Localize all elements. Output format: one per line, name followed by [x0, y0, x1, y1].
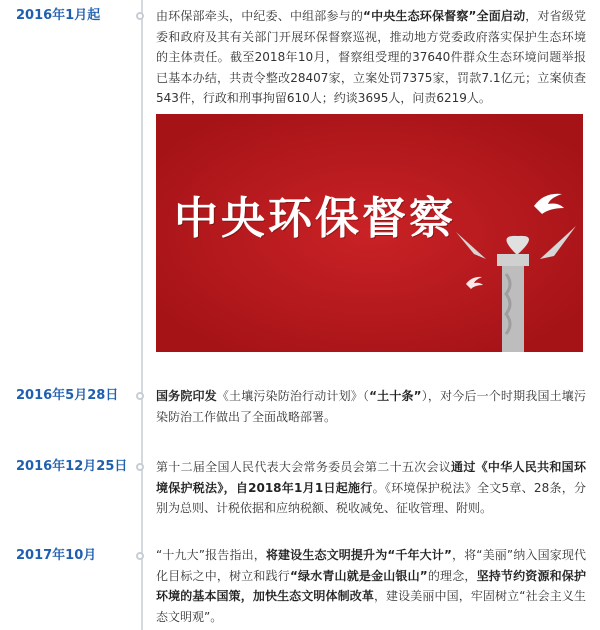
timeline-text: [156, 386, 586, 427]
body-text: ，将“美丽”纳入国家现代化目标之中，树立和践行: [156, 548, 587, 583]
body-text: 由环保部牵头，中纪委、中组部参与的: [156, 9, 364, 23]
timeline-dot: [136, 552, 144, 560]
emphasis-text: “中央生态环保督察”全面启动: [363, 9, 526, 23]
timeline-date: 2016年5月28日: [16, 388, 119, 403]
emphasis-text: 坚持节约资源和保护环境的基本国策，加快生态文明体制改革: [156, 568, 586, 603]
emphasis-text: “土十条”: [369, 389, 422, 403]
emphasis-text: 国务院印发: [156, 389, 217, 403]
timeline-dot: [136, 463, 144, 471]
body-text: “十九大”报告指出，: [156, 548, 266, 562]
timeline-date: 2017年10月: [16, 548, 97, 563]
body-text: ，建设美丽中国，牢固树立“社会主义生态文明观”。: [156, 589, 587, 624]
body-text: 第十二届全国人民代表大会常务委员会第二十五次会议: [156, 460, 452, 474]
timeline-line: [141, 0, 143, 630]
timeline-date: 2016年1月起: [16, 8, 101, 23]
emphasis-text: “绿水青山就是金山银山”: [289, 568, 428, 583]
timeline-dot: [136, 12, 144, 20]
body-text: ，对省级党委和政府及其有关部门开展环保督察巡视，推动地方党委政府落实保护生态环境的主体责任。截至2018年10月，督察组受理的37640件群众生态环境问题举报已基本办结，共责令整改28407家，立案处罚7375家，罚款7.1亿元；立案侦查543件，行政和刑事拘留610人；约谈3695人，问责6219人。: [156, 9, 586, 105]
timeline-text: [156, 457, 586, 519]
body-text: 《土壤污染防治行动计划》（: [216, 389, 370, 403]
emphasis-text: 将建设生态文明提升为“千年大计”: [265, 548, 452, 562]
timeline-text: [156, 6, 586, 109]
body-text: 。《环境保护税法》全文5章、28条，分别为总则、计税依据和应纳税额、税收减免、征收管理、附则。: [156, 480, 586, 515]
timeline-text: [156, 545, 586, 627]
body-text: 的理念，: [427, 568, 477, 583]
body-text: ），对今后一个时期我国土壤污染防治工作做出了全面战略部署。: [156, 389, 586, 424]
timeline-date: 2016年12月25日: [16, 459, 128, 474]
timeline-dot: [136, 392, 144, 400]
banner-image: [156, 114, 583, 352]
emphasis-text: 通过《中华人民共和国环境保护税法》，自2018年1月1日起施行: [156, 460, 586, 495]
banner-title: 中央环保督察: [174, 193, 456, 244]
